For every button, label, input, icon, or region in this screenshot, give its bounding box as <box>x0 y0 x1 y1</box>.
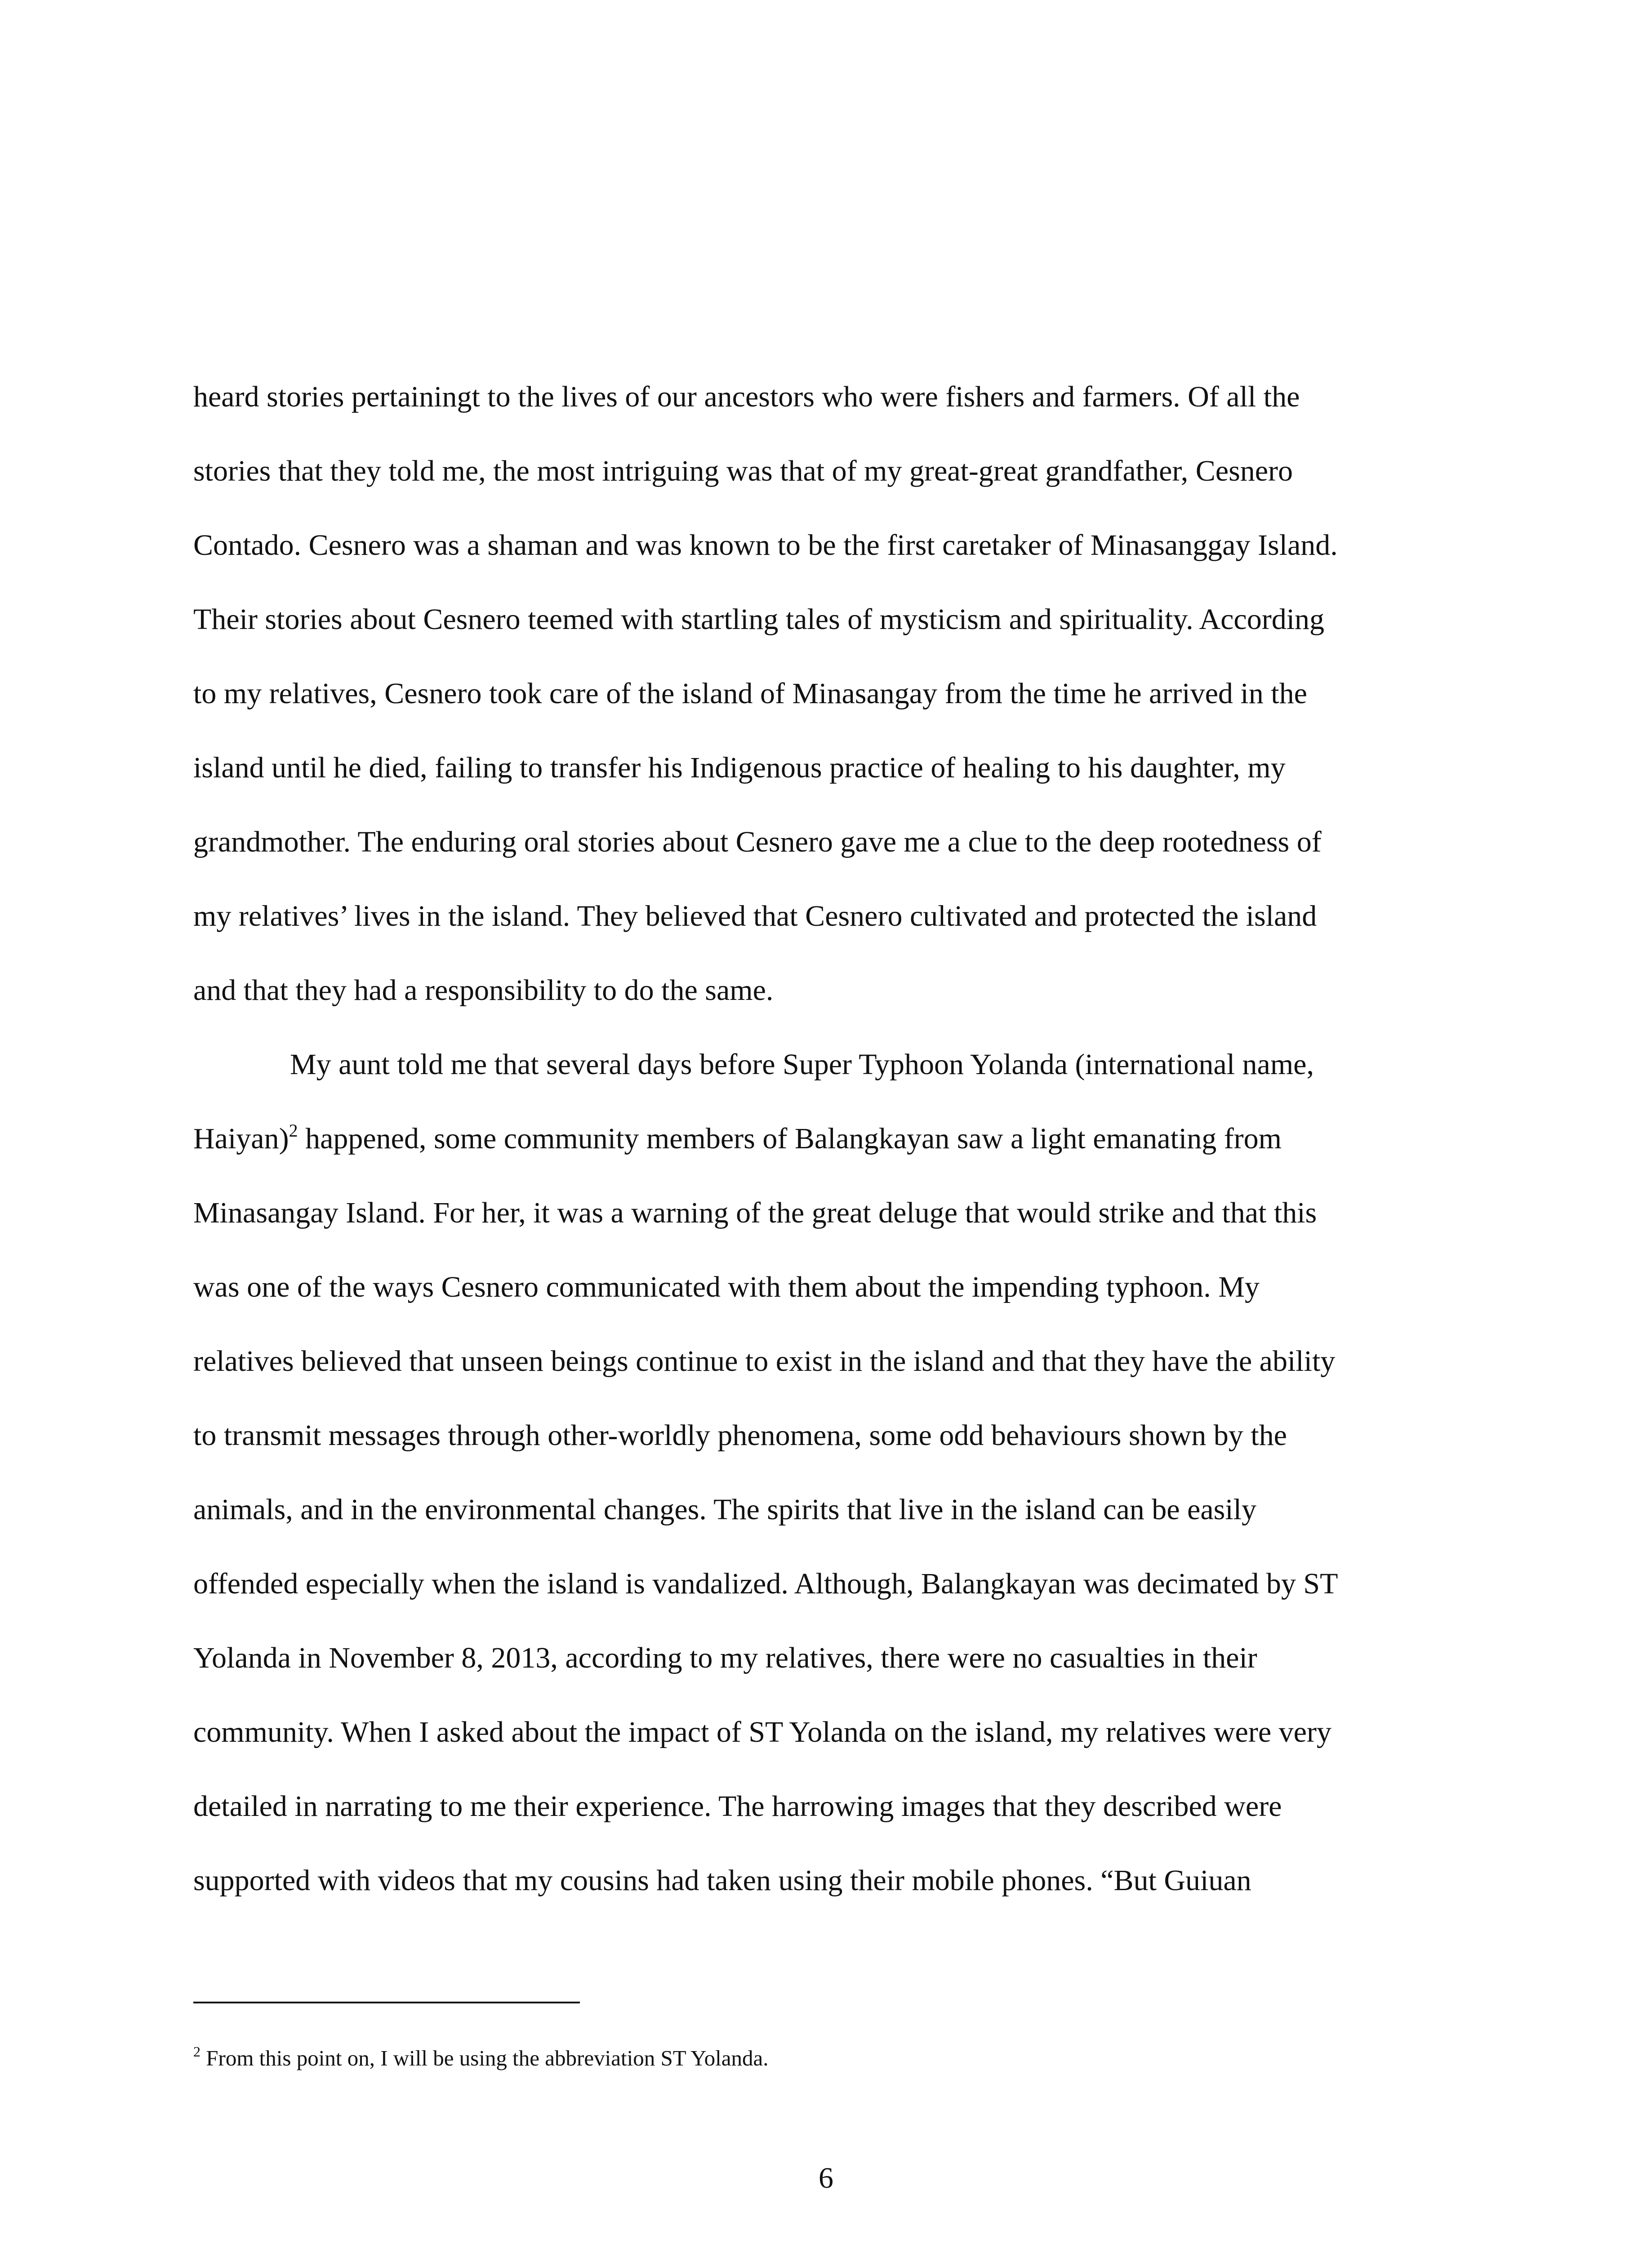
paragraph-2-line-2-after: happened, some community members of Balangkayan saw a light emanating from <box>298 1122 1282 1155</box>
footnote-marker: 2 <box>193 2043 200 2060</box>
paragraph-1-line-3: Contado. Cesnero was a shaman and was known to be the first caretaker of Minasanggay Island. <box>193 529 1338 562</box>
paragraph-2-line-11: detailed in narrating to me their experience. The harrowing images that they described were <box>193 1790 1282 1823</box>
paragraph-2-line-2-before: Haiyan) <box>193 1122 289 1155</box>
footnote <box>193 2045 769 2072</box>
body-text <box>193 360 1461 1918</box>
paragraph-2-line-7: animals, and in the environmental changes. The spirits that live in the island can be easily <box>193 1493 1256 1526</box>
paragraph-2-line-12: supported with videos that my cousins had taken using their mobile phones. “But Guiuan <box>193 1864 1251 1897</box>
footnote-reference-2[interactable]: 2 <box>289 1120 298 1141</box>
paragraph-2-line-1: My aunt told me that several days before Super Typhoon Yolanda (international name, <box>290 1048 1314 1081</box>
paragraph-1-line-4: Their stories about Cesnero teemed with startling tales of mysticism and spirituality. According <box>193 603 1325 636</box>
paragraph-1-line-5: to my relatives, Cesnero took care of the island of Minasangay from the time he arrived in the <box>193 677 1307 710</box>
footnote-separator <box>193 2002 580 2003</box>
paragraph-1-line-8: my relatives’ lives in the island. They believed that Cesnero cultivated and protected the island <box>193 900 1317 932</box>
paragraph-1-line-2: stories that they told me, the most intriguing was that of my great-great grandfather, Cesnero <box>193 455 1293 487</box>
paragraph-1-line-1: heard stories pertainingt to the lives of our ancestors who were fishers and farmers. Of all the <box>193 380 1300 413</box>
paragraph-2-line-3: Minasangay Island. For her, it was a warning of the great deluge that would strike and that this <box>193 1196 1317 1229</box>
paragraph-2-line-10: community. When I asked about the impact of ST Yolanda on the island, my relatives were very <box>193 1716 1331 1748</box>
paragraph-2-line-2 <box>193 1102 1461 1176</box>
footnote-text: From this point on, I will be using the abbreviation ST Yolanda. <box>200 2046 769 2070</box>
paragraph-2-line-9: Yolanda in November 8, 2013, according to my relatives, there were no casualties in their <box>193 1641 1257 1674</box>
paragraph-2-line-8: offended especially when the island is vandalized. Although, Balangkayan was decimated by ST <box>193 1567 1338 1600</box>
paragraph-2-line-5: relatives believed that unseen beings continue to exist in the island and that they have the ability <box>193 1345 1336 1378</box>
paragraph-1-line-7: grandmother. The enduring oral stories about Cesnero gave me a clue to the deep rootedness of <box>193 825 1322 858</box>
paragraph-2-line-4: was one of the ways Cesnero communicated with them about the impending typhoon. My <box>193 1271 1260 1303</box>
paragraph-2-line-6: to transmit messages through other-worldly phenomena, some odd behaviours shown by the <box>193 1419 1287 1452</box>
paragraph-1-line-9: and that they had a responsibility to do the same. <box>193 974 774 1007</box>
paragraph-1-line-6: island until he died, failing to transfer his Indigenous practice of healing to his daughter, my <box>193 751 1286 784</box>
page-number: 6 <box>819 2162 833 2194</box>
